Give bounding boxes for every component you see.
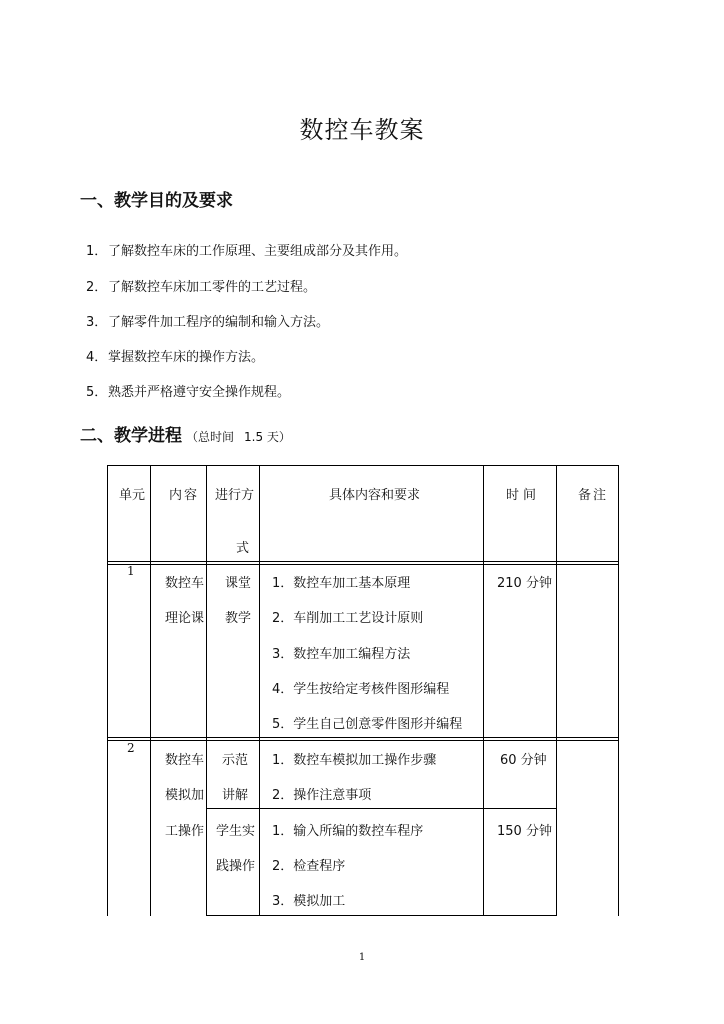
- unit1-content-line1: 数控车: [165, 576, 205, 591]
- unit2-sub1-method-line1: 示范: [222, 753, 249, 768]
- unit2-sub2-detail-item: 2．检查程序: [272, 859, 346, 874]
- unit2-number: 2: [127, 741, 135, 755]
- unit1-detail-item: 4．学生按给定考核件图形编程: [272, 682, 450, 697]
- unit2-sub1-detail-item: 1．数控车模拟加工操作步骤: [272, 753, 437, 768]
- unit2-content-line3: 工操作: [165, 824, 205, 839]
- objective-number: 4．: [86, 350, 108, 365]
- table-rule: [107, 737, 619, 738]
- unit1-method-line2: 教学: [225, 611, 252, 626]
- unit1-content-line2: 理论课: [165, 611, 205, 626]
- objective-item: [86, 346, 264, 365]
- objective-item: [86, 240, 407, 259]
- unit2-sub2-time: 150 分钟: [497, 824, 552, 839]
- section1-heading: 一、教学目的及要求: [80, 191, 233, 211]
- header-content: 内容: [169, 488, 200, 503]
- total-time-value: 1.5 天）: [244, 430, 291, 444]
- total-time-label: （总时间: [186, 430, 235, 444]
- page-number: 1: [358, 952, 366, 963]
- table-border-top: [107, 465, 619, 466]
- table-rule: [107, 564, 619, 565]
- unit2-sub2-method-line2: 践操作: [216, 859, 256, 874]
- objective-text: 了解零件加工程序的编制和输入方法。: [108, 315, 330, 330]
- objective-number: 5．: [86, 385, 108, 400]
- header-details: 具体内容和要求: [329, 488, 421, 503]
- unit2-sub1-method-line2: 讲解: [222, 788, 249, 803]
- objective-number: 3．: [86, 315, 108, 330]
- header-unit: 单元: [119, 488, 146, 503]
- objective-item: [86, 381, 290, 400]
- unit1-detail-item: 3．数控车加工编程方法: [272, 647, 411, 662]
- unit1-detail-item: 5．学生自己创意零件图形并编程: [272, 717, 463, 732]
- table-column-line: [556, 465, 557, 916]
- unit1-method-line1: 课堂: [225, 576, 252, 591]
- unit2-sub2-detail-item: 3．模拟加工: [272, 894, 346, 909]
- header-method-line1: 进行方: [215, 488, 255, 503]
- objective-item: [86, 311, 329, 330]
- section2-title: 二、教学进程: [80, 426, 182, 446]
- unit2-content-line1: 数控车: [165, 753, 205, 768]
- table-column-line: [259, 465, 260, 916]
- unit2-content-line2: 模拟加: [165, 788, 205, 803]
- objective-text: 了解数控车床加工零件的工艺过程。: [108, 280, 317, 295]
- section2-heading: [80, 421, 291, 446]
- table-border-right: [618, 465, 619, 916]
- objective-item: [86, 276, 316, 295]
- unit1-time: 210 分钟: [497, 576, 552, 591]
- table-column-line: [206, 465, 207, 916]
- header-time: 时间: [506, 488, 541, 503]
- header-method-line2: 式: [236, 541, 250, 556]
- document-title: 数控车教案: [299, 116, 425, 144]
- unit1-detail-item: 1．数控车加工基本原理: [272, 576, 411, 591]
- objective-text: 了解数控车床的工作原理、主要组成部分及其作用。: [108, 244, 408, 259]
- unit1-number: 1: [127, 564, 135, 578]
- table-border-left: [107, 465, 108, 916]
- unit1-detail-item: 2．车削加工工艺设计原则: [272, 611, 424, 626]
- table-rule: [107, 740, 619, 741]
- table-column-line: [483, 465, 484, 916]
- unit2-sub2-method-line1: 学生实: [216, 824, 256, 839]
- objective-text: 熟悉并严格遵守安全操作规程。: [108, 385, 291, 400]
- objective-number: 1．: [86, 244, 108, 259]
- unit2-sub1-time: 60 分钟: [500, 753, 547, 768]
- total-time-note: [186, 430, 291, 444]
- unit2-sub1-detail-item: 2．操作注意事项: [272, 788, 372, 803]
- objective-number: 2．: [86, 280, 108, 295]
- unit2-sub2-detail-item: 1．输入所编的数控车程序: [272, 824, 424, 839]
- table-rule: [107, 561, 619, 562]
- objective-text: 掌握数控车床的操作方法。: [108, 350, 265, 365]
- header-remarks: 备注: [578, 488, 609, 503]
- table-column-line: [150, 465, 151, 916]
